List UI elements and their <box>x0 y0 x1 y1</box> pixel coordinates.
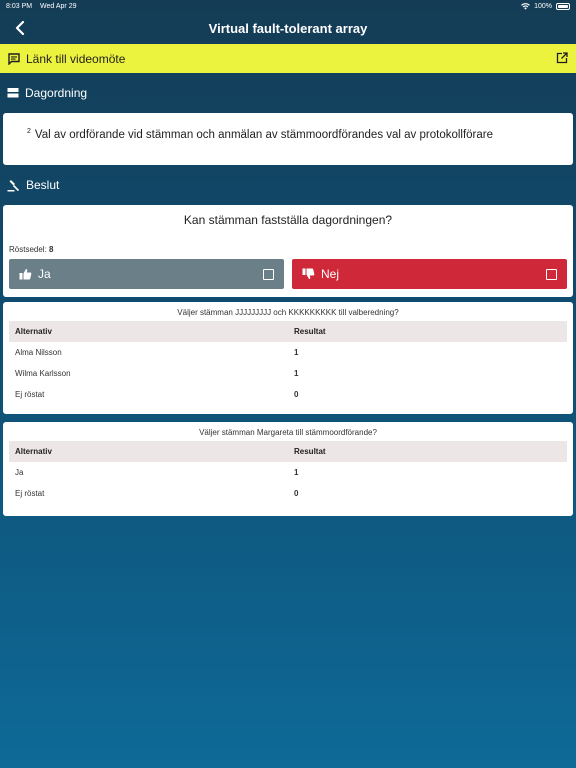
alternative-cell: Wilma Karlsson <box>15 369 71 378</box>
status-bar <box>0 0 576 12</box>
ballot-count <box>9 245 567 254</box>
agenda-card <box>3 113 573 165</box>
thumbs-down-icon <box>302 268 315 280</box>
table-row <box>9 342 567 363</box>
result-cell: 1 <box>294 369 299 378</box>
video-meeting-label: Länk till videomöte <box>26 51 126 66</box>
result-card <box>3 422 573 516</box>
result-card <box>3 302 573 414</box>
table-row <box>9 462 567 483</box>
battery-percent: 100% <box>534 2 552 10</box>
agenda-item-text: Val av ordförande vid stämman och anmälan av stämmoordförandes val av protokollförare <box>34 129 494 141</box>
ballot-label: Röstsedel: <box>9 245 47 254</box>
alternative-cell: Alma Nilsson <box>15 348 62 357</box>
column-header-alternative: Alternativ <box>9 441 288 462</box>
column-header-result: Resultat <box>288 321 567 342</box>
chevron-left-icon <box>15 21 25 35</box>
result-table <box>9 441 567 504</box>
agenda-item-number: 2 <box>27 128 31 135</box>
external-link-icon[interactable] <box>556 52 568 64</box>
agenda-header-label: Dagordning <box>25 86 88 100</box>
vote-yes-label: Ja <box>38 267 51 281</box>
result-question: Väljer stämman Margareta till stämmoordförande? <box>199 428 377 437</box>
status-date: Wed Apr 29 <box>40 2 77 10</box>
alternative-cell: Ej röstat <box>15 489 45 498</box>
back-button[interactable] <box>10 18 30 38</box>
decision-card <box>3 205 573 297</box>
battery-icon <box>556 3 570 10</box>
decision-header-label: Beslut <box>26 178 60 192</box>
vote-no-checkbox[interactable] <box>546 269 557 280</box>
table-row <box>9 483 567 504</box>
table-header-row <box>9 441 567 462</box>
nav-bar <box>0 12 576 44</box>
column-header-result: Resultat <box>288 441 567 462</box>
alternative-cell: Ja <box>15 468 24 477</box>
status-time: 8:03 PM <box>6 2 33 10</box>
wifi-icon <box>521 3 530 10</box>
result-cell: 1 <box>294 348 299 357</box>
table-header-row <box>9 321 567 342</box>
thumbs-up-icon <box>19 268 32 280</box>
result-cell: 1 <box>294 468 299 477</box>
page-title: Virtual fault-tolerant array <box>208 20 368 36</box>
decision-question: Kan stämman fastställa dagordningen? <box>183 213 393 227</box>
column-header-alternative: Alternativ <box>9 321 288 342</box>
vote-no-button[interactable] <box>292 259 567 289</box>
decision-header <box>0 165 576 205</box>
video-meeting-banner[interactable] <box>0 44 576 73</box>
result-table <box>9 321 567 405</box>
vote-yes-button[interactable] <box>9 259 284 289</box>
table-row <box>9 363 567 384</box>
vote-yes-checkbox[interactable] <box>263 269 274 280</box>
gavel-icon <box>7 179 20 192</box>
alternative-cell: Ej röstat <box>15 390 45 399</box>
agenda-header <box>0 73 576 113</box>
chat-icon <box>8 53 20 65</box>
result-cell: 0 <box>294 390 299 399</box>
list-icon <box>7 87 19 99</box>
result-question: Väljer stämman JJJJJJJJJ och KKKKKKKKK till valberedning? <box>177 308 399 317</box>
result-cell: 0 <box>294 489 299 498</box>
table-row <box>9 384 567 405</box>
vote-no-label: Nej <box>321 267 340 281</box>
ballot-value: 8 <box>49 245 54 254</box>
